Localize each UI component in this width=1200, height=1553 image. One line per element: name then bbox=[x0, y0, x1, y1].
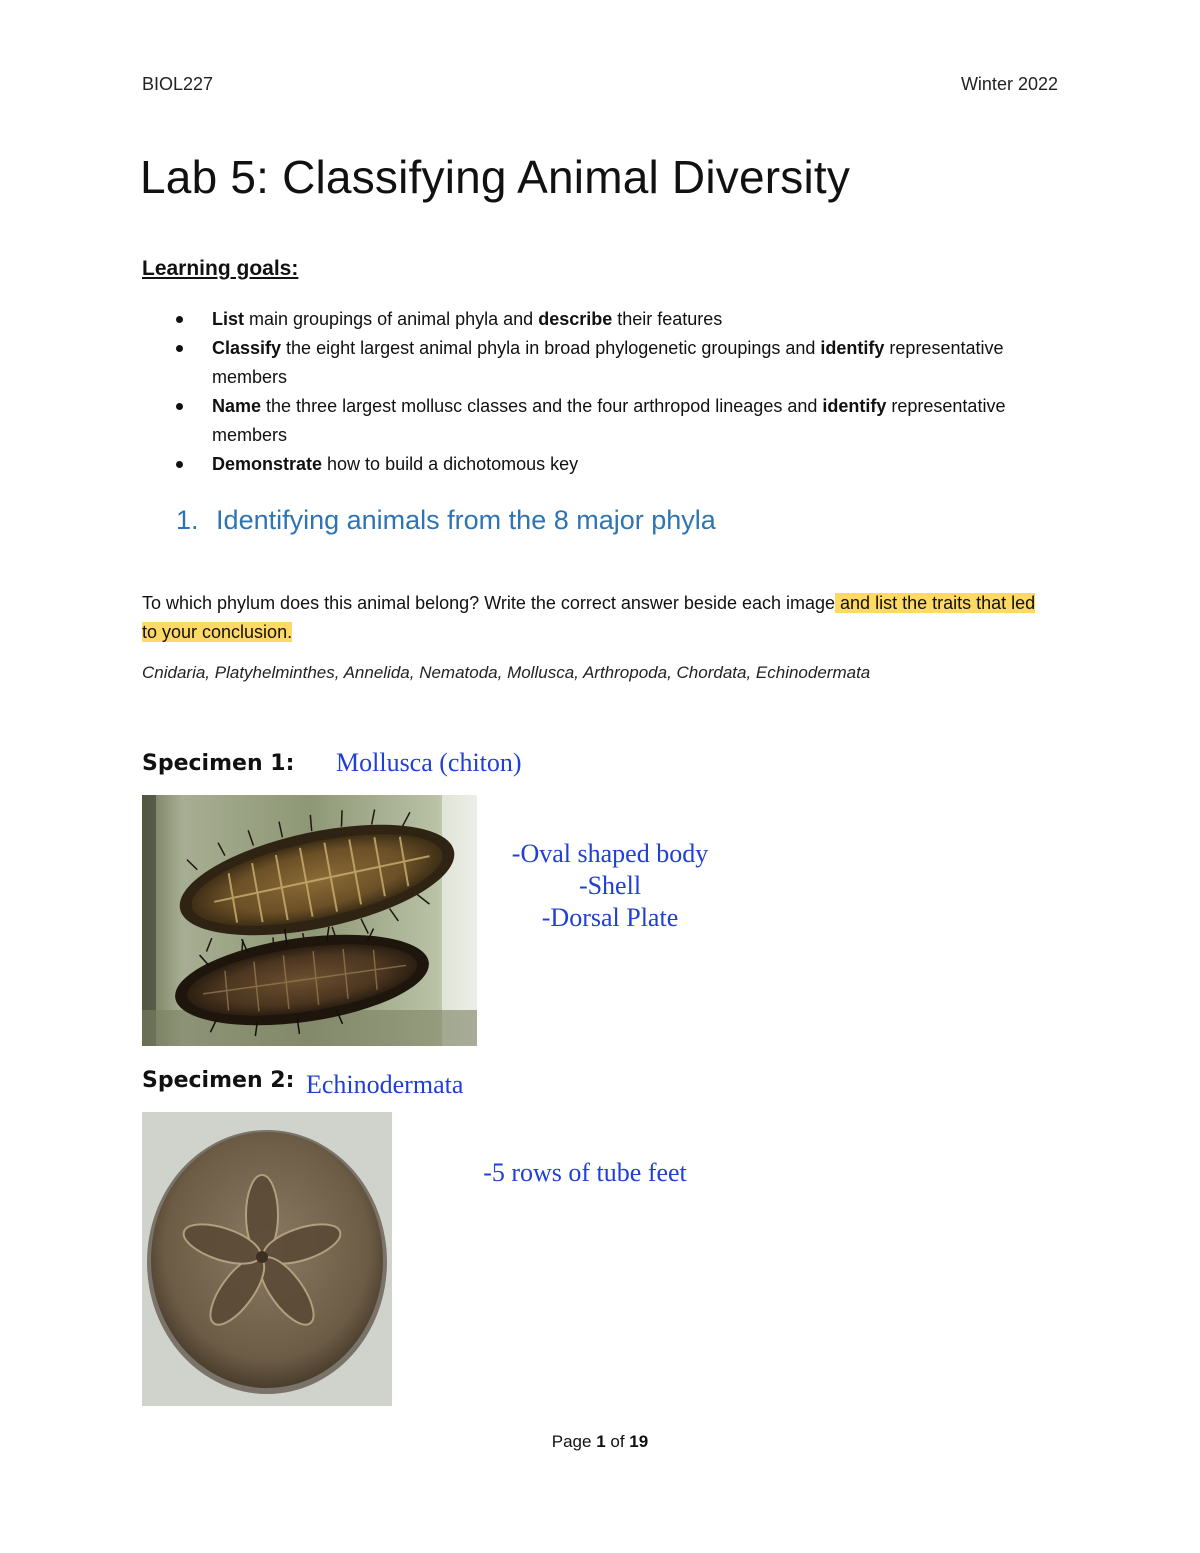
learning-goal-item bbox=[174, 392, 1054, 450]
question-main: To which phylum does this animal belong? Write the correct answer beside each image bbox=[142, 593, 836, 613]
goal-verb-2: identify bbox=[820, 338, 885, 358]
trait-line: -Dorsal Plate bbox=[541, 903, 679, 932]
learning-goal-item bbox=[174, 334, 1054, 392]
chiton-photo bbox=[142, 795, 477, 1046]
specimen-1-traits bbox=[485, 838, 735, 934]
trait-line: -Oval shaped body bbox=[511, 839, 709, 868]
header-course: BIOL227 bbox=[142, 74, 214, 94]
specimen-1-label: Specimen 1: bbox=[142, 751, 295, 776]
goal-text-2: representative members bbox=[212, 396, 1006, 445]
goal-verb: Name bbox=[212, 396, 262, 416]
trait-line: -5 rows of tube feet bbox=[483, 1158, 687, 1187]
question-highlighted: and list the traits that led to your conclusion. bbox=[142, 593, 1036, 642]
specimen-1-photo bbox=[142, 795, 477, 1046]
goal-verb-2: identify bbox=[822, 396, 887, 416]
footer-prefix: Page bbox=[551, 1432, 597, 1451]
trait-line: -Shell bbox=[578, 871, 642, 900]
specimen-2-answer: Echinodermata bbox=[306, 1070, 464, 1099]
goal-text-2: their features bbox=[612, 309, 723, 329]
goal-text: the three largest mollusc classes and the four arthropod lineages and bbox=[261, 396, 823, 416]
page-title: Lab 5: Classifying Animal Diversity bbox=[140, 151, 851, 203]
learning-goal-item bbox=[174, 305, 1054, 334]
footer-page-number: 1 bbox=[596, 1432, 606, 1451]
footer-total-pages: 19 bbox=[629, 1432, 649, 1451]
goal-text-2: representative members bbox=[212, 338, 1004, 387]
goal-verb-2: describe bbox=[538, 309, 613, 329]
section-number: 1. bbox=[176, 505, 199, 535]
question-text bbox=[142, 589, 1042, 647]
goal-verb: Demonstrate bbox=[212, 454, 323, 474]
learning-goal-item bbox=[174, 450, 1054, 479]
goal-verb: List bbox=[212, 309, 245, 329]
learning-goals-list bbox=[174, 305, 1054, 479]
phyla-options: Cnidaria, Platyhelminthes, Annelida, Nematoda, Mollusca, Arthropoda, Chordata, Echinodermata bbox=[142, 663, 871, 682]
specimen-2-photo bbox=[142, 1112, 392, 1406]
page-footer bbox=[0, 1432, 1200, 1452]
learning-goals-heading: Learning goals: bbox=[142, 257, 299, 280]
goal-verb: Classify bbox=[212, 338, 282, 358]
goal-text: the eight largest animal phyla in broad phylogenetic groupings and bbox=[281, 338, 821, 358]
header-term: Winter 2022 bbox=[960, 74, 1058, 94]
sand-dollar-photo bbox=[142, 1112, 392, 1406]
specimen-2-label: Specimen 2: bbox=[142, 1068, 295, 1093]
specimen-2-traits bbox=[470, 1157, 700, 1189]
goal-text: main groupings of animal phyla and bbox=[244, 309, 539, 329]
section-heading bbox=[176, 505, 716, 536]
specimen-1-answer: Mollusca (chiton) bbox=[336, 748, 522, 777]
section-title: Identifying animals from the 8 major phyla bbox=[216, 505, 716, 535]
footer-of: of bbox=[605, 1432, 630, 1451]
goal-text: how to build a dichotomous key bbox=[322, 454, 579, 474]
